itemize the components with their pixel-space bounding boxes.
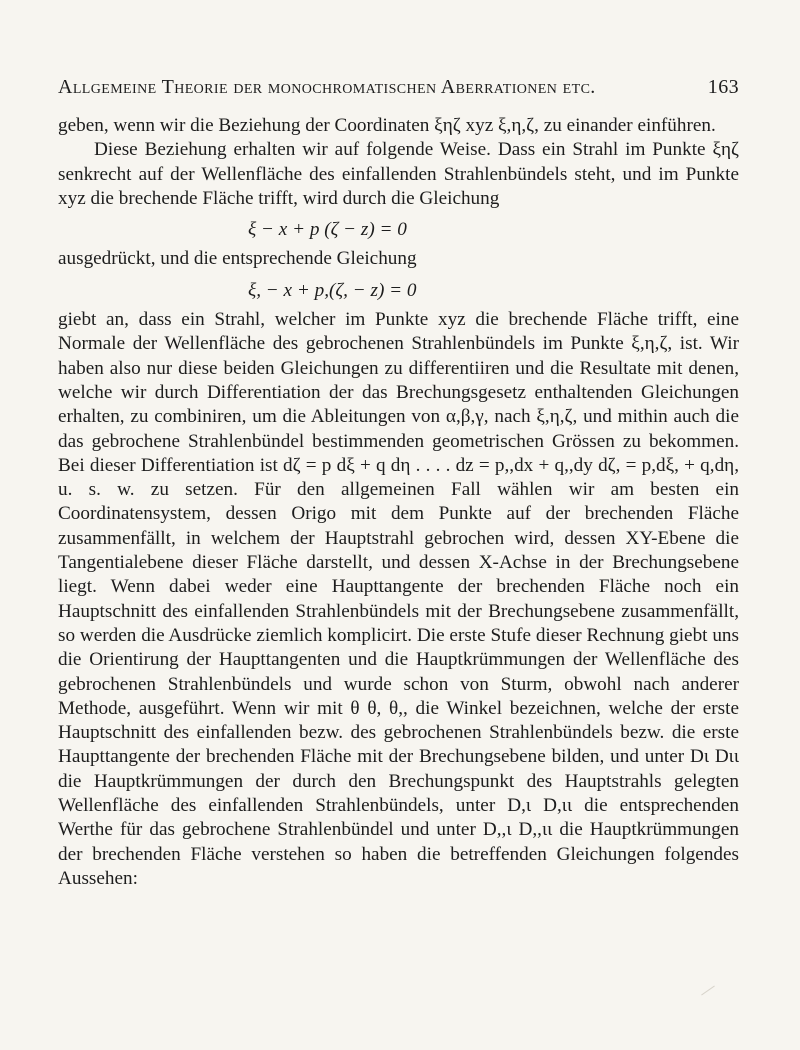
equation-2: ξ, − x + p,(ζ, − z) = 0 (248, 279, 417, 301)
paragraph-2: Diese Beziehung erhalten wir auf folgende Weise. Dass ein Strahl im Punkte ξηζ senkrecht auf der Wellenfläche des einfallenden Strahlenbündels steht, und im Punkte xyz die brechende Fläche trifft, wird durch die Gleichung (58, 139, 739, 209)
paragraph-3: ausgedrückt, und die entsprechende Gleichung (58, 248, 417, 270)
main-text (58, 114, 739, 891)
paragraph-1: geben, wenn wir die Beziehung der Coordinaten ξηζ xyz ξ,η,ζ, zu einander einführen. (58, 115, 716, 136)
equation-1: ξ − x + p (ζ − z) = 0 (248, 219, 407, 241)
scan-mark (701, 986, 715, 996)
running-title: Allgemeine Theorie der monochromatischen Aberrationen etc. (58, 76, 596, 98)
page-number: 163 (707, 76, 739, 98)
paragraph-4: giebt an, dass ein Strahl, welcher im Punkte xyz die brechende Fläche trifft, eine Normale der Wellenfläche des gebrochenen Strahlenbündels im Punkte ξ,η,ζ, ist. Wir haben also nur diese beiden Gleichungen zu differentiiren und die Resultate mit denen, welche wir durch Differentiation der das Brechungsgesetz enthaltenden Gleichungen erhalten, zu combiniren, um die Ableitungen von α,β,γ, nach ξ,η,ζ, und mithin auch die das gebrochene Strahlenbündel bestimmenden geometrischen Grössen zu bekommen. Bei dieser Differentiation ist dζ = p dξ + q dη . . . . dz = p,,dx + q,,dy dζ, = p,dξ, + q,dη, u. s. w. zu setzen. Für den allgemeinen Fall wählen wir am besten ein Coordinatensystem, dessen Origo mit dem Punkte auf der brechenden Fläche zusammenfällt, in welchem der Hauptstrahl gebrochen wird, dessen XY-Ebene die Tangentialebene dieser Fläche darstellt, und dessen X-Achse in der Brechungsebene liegt. Wenn dabei weder eine Haupttangente der brechenden Fläche noch ein Hauptschnitt des einfallenden Strahlenbündels mit der Brechungsebene zusammenfällt, so werden die Ausdrücke ziemlich komplicirt. Die erste Stufe dieser Rechnung giebt uns die Orientirung der Haupttangenten und die Hauptkrümmungen der Wellenfläche des gebrochenen Strahlenbündels und wurde schon von Sturm, obwohl nach anderer Methode, ausgeführt. Wenn wir mit θ θ, θ,, die Winkel bezeichnen, welche der erste Hauptschnitt des einfallenden bezw. des gebrochenen Strahlenbündels bezw. die erste Haupttangente der brechenden Fläche mit der Brechungsebene bilden, und unter Dι Dιι die Hauptkrümmungen der durch den Brechungspunkt des Hauptstrahls gelegten Wellenfläche des einfallenden Strahlenbündels, unter D,ι D,ιι die entsprechenden Werthe für das gebrochene Strahlenbündel und unter D,,ι D,,ιι die Hauptkrümmungen der brechenden Fläche verstehen so haben die betreffenden Gleichungen folgendes Aussehen: (58, 309, 739, 889)
running-header (58, 76, 739, 106)
